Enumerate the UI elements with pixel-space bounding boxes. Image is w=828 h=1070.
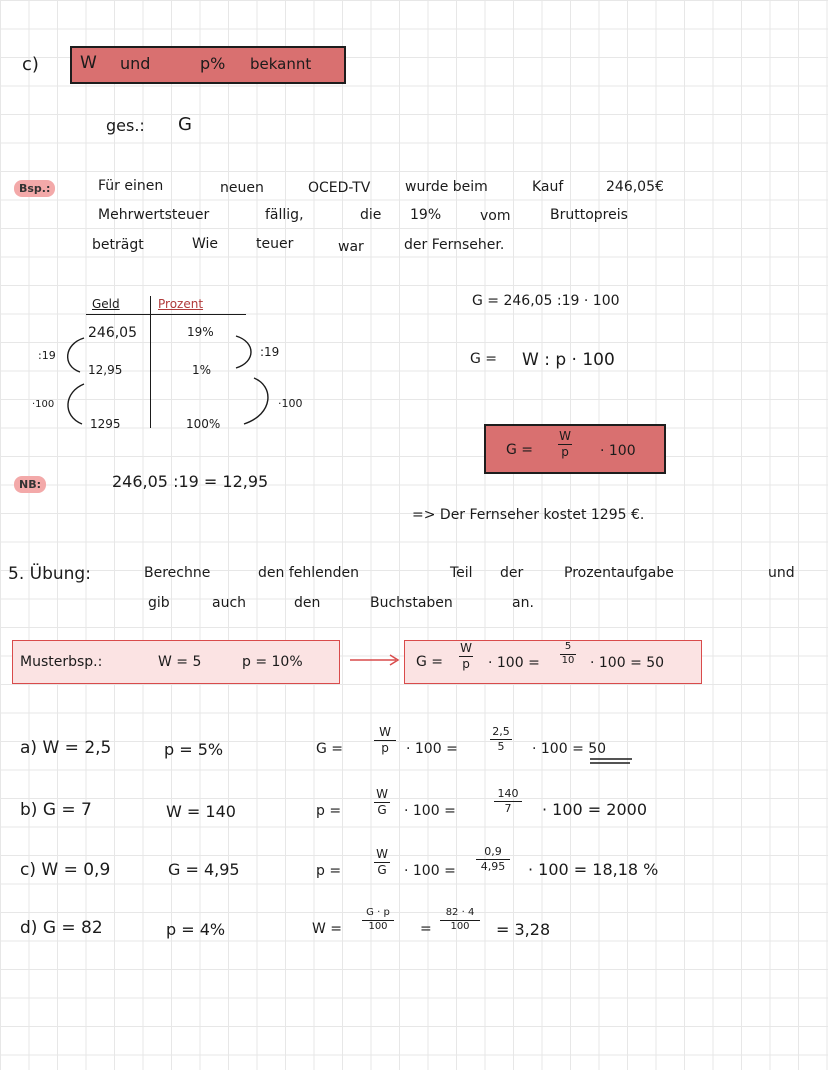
- table-cell-prozent: 19%: [187, 325, 214, 339]
- muster-label: Musterbsp.:: [20, 654, 103, 670]
- example-word: war: [338, 239, 364, 255]
- formula-g-line1: G = 246,05 :19 · 100: [472, 293, 620, 309]
- task-num2: 140: [497, 787, 519, 800]
- table-cell-geld: 246,05: [88, 325, 137, 341]
- task-mid: · 100 =: [404, 863, 456, 879]
- example-word: wurde beim: [405, 179, 488, 195]
- task-den: G: [377, 802, 387, 817]
- topic-und: und: [120, 54, 151, 73]
- muster-rhs: · 100 = 50: [590, 655, 665, 671]
- exercise-word: gib: [148, 595, 170, 611]
- ges-label: ges.:: [106, 116, 145, 135]
- key-formula-lhs: G =: [506, 442, 534, 458]
- exercise-word: und: [768, 565, 795, 581]
- task-result: = 3,28: [496, 920, 551, 939]
- exercise-word: Buchstaben: [370, 595, 453, 611]
- task-mid: =: [420, 921, 432, 937]
- example-word: OCED-TV: [308, 180, 371, 196]
- key-formula-num: W: [559, 429, 571, 443]
- task-given: p = 5%: [164, 740, 224, 759]
- formula-g-line2-lhs: G =: [470, 351, 498, 367]
- muster-p: p = 10%: [242, 654, 303, 670]
- exercise-word: den: [294, 595, 321, 611]
- exercise-word: Berechne: [144, 565, 211, 581]
- example-word: 19%: [410, 207, 442, 223]
- task-num2: 82 · 4: [445, 907, 475, 918]
- task-den2: 5: [497, 739, 505, 753]
- example-word: fällig,: [265, 207, 304, 223]
- table-cell-geld: 12,95: [88, 363, 123, 377]
- table-cell-prozent: 1%: [192, 363, 212, 377]
- task-den2: 7: [504, 801, 512, 815]
- task-label: d) G = 82: [20, 918, 103, 938]
- task-given: W = 140: [166, 802, 236, 821]
- nb-calc: 246,05 :19 = 12,95: [112, 472, 269, 491]
- task-den: p: [381, 740, 389, 755]
- exercise-word: Teil: [450, 565, 473, 581]
- key-formula-rhs: · 100: [600, 443, 636, 459]
- example-word: Mehrwertsteuer: [98, 207, 210, 223]
- task-num: W: [376, 847, 388, 861]
- table-cell-prozent: 100%: [186, 417, 221, 431]
- task-num: W: [376, 787, 388, 801]
- task-result: · 100 = 18,18 %: [528, 860, 659, 879]
- task-lhs: G =: [316, 741, 344, 757]
- nb-badge: NB:: [14, 476, 46, 493]
- table-op-left-1: :19: [38, 349, 56, 362]
- task-num2: 2,5: [492, 725, 510, 738]
- exercise-word: Prozentaufgabe: [564, 565, 674, 581]
- example-word: die: [360, 207, 382, 223]
- task-fraction-2: [440, 908, 480, 932]
- exercise-word: der: [500, 565, 524, 581]
- example-word: beträgt: [92, 237, 144, 253]
- task-fraction-2: [476, 846, 510, 872]
- task-lhs: p =: [316, 863, 342, 879]
- table-header-prozent: Prozent: [158, 297, 204, 311]
- task-den: 100: [368, 920, 388, 932]
- muster-num2: 5: [564, 641, 572, 652]
- exercise-word: den fehlenden: [258, 565, 359, 581]
- example-word: Wie: [192, 236, 219, 252]
- example-word: vom: [480, 208, 511, 224]
- answer-sentence: => Der Fernseher kostet 1295 €.: [412, 507, 645, 523]
- example-badge: Bsp.:: [14, 180, 55, 197]
- task-lhs: W =: [312, 921, 343, 937]
- task-label: b) G = 7: [20, 800, 92, 820]
- example-word: teuer: [256, 236, 294, 252]
- task-given: p = 4%: [166, 920, 226, 939]
- task-den: G: [377, 862, 387, 877]
- example-word: Kauf: [532, 179, 564, 195]
- task-fraction: [374, 788, 390, 816]
- table-op-left-2: ·100: [32, 399, 55, 410]
- ges-value: G: [178, 114, 192, 135]
- table-header-geld: Geld: [92, 297, 120, 311]
- section-label: c): [22, 54, 39, 75]
- task-fraction: [374, 848, 390, 876]
- task-result: · 100 = 2000: [542, 800, 648, 819]
- task-label: a) W = 2,5: [20, 738, 112, 758]
- task-num: W: [379, 725, 391, 739]
- table-op-right-1: :19: [260, 345, 280, 359]
- example-word: Für einen: [98, 178, 164, 194]
- task-result: · 100 = 50: [532, 741, 607, 757]
- task-fraction: [362, 908, 394, 932]
- muster-mid: · 100 =: [488, 655, 540, 671]
- task-mid: · 100 =: [406, 741, 458, 757]
- task-num2: 0,9: [484, 845, 502, 858]
- exercise-word: an.: [512, 595, 534, 611]
- task-den2: 4,95: [480, 859, 506, 873]
- example-word: 246,05€: [606, 179, 664, 195]
- muster-w: W = 5: [158, 654, 202, 670]
- muster-num: W: [460, 641, 472, 655]
- muster-den2: 10: [561, 654, 575, 666]
- task-num: G · p: [366, 907, 390, 918]
- muster-g-lhs: G =: [416, 654, 444, 670]
- task-mid: · 100 =: [404, 803, 456, 819]
- formula-g-line2-rhs: W : p · 100: [522, 350, 615, 370]
- topic-p: p%: [200, 54, 226, 73]
- example-word: der Fernseher.: [404, 237, 505, 253]
- table-cell-geld: 1295: [90, 417, 121, 431]
- exercise-title: 5. Übung:: [8, 564, 91, 584]
- exercise-word: auch: [212, 595, 247, 611]
- example-word: Bruttopreis: [550, 207, 628, 223]
- topic-w: W: [80, 53, 97, 73]
- task-given: G = 4,95: [168, 860, 240, 879]
- task-den2: 100: [450, 920, 470, 932]
- topic-bekannt: bekannt: [250, 55, 312, 73]
- muster-den: p: [462, 656, 470, 671]
- key-formula-den: p: [561, 444, 569, 459]
- task-fraction-2: [494, 788, 522, 814]
- table-op-right-2: ·100: [278, 397, 303, 410]
- task-lhs: p =: [316, 803, 342, 819]
- example-word: neuen: [220, 180, 264, 196]
- task-label: c) W = 0,9: [20, 860, 111, 880]
